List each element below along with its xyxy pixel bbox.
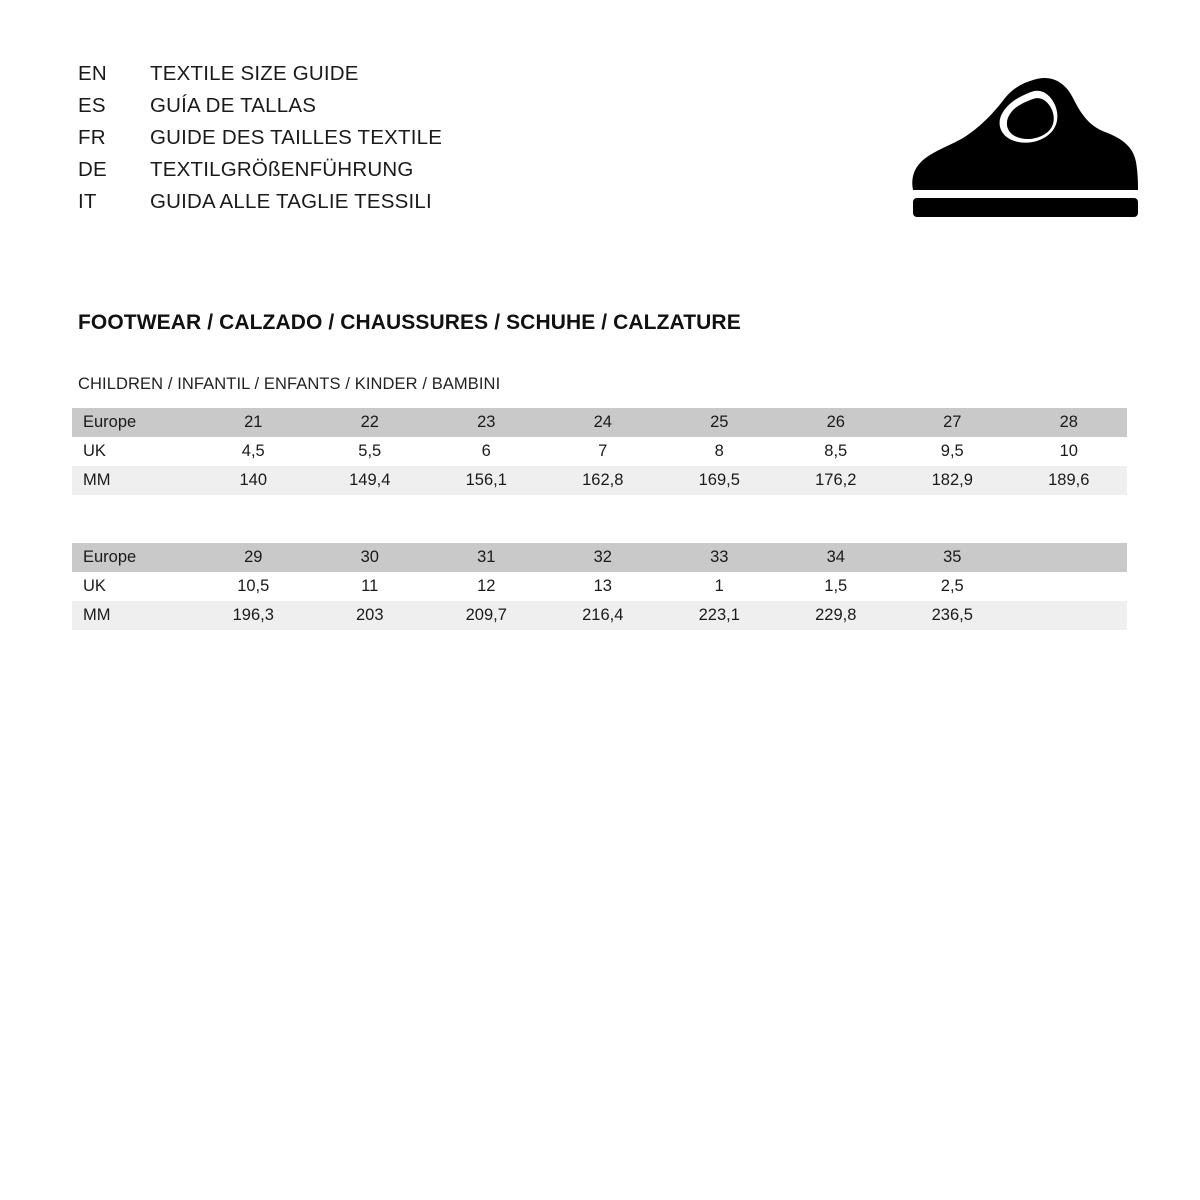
table-cell: 8,5 [778,437,895,466]
table-cell: 8 [661,437,778,466]
table-cell: 1,5 [778,572,895,601]
language-title: GUIDE DES TAILLES TEXTILE [150,126,443,149]
table-cell: 1 [661,572,778,601]
table-cell: 30 [312,543,429,572]
table-cell: 35 [894,543,1011,572]
table-row [72,543,1127,572]
table-cell: 6 [428,437,545,466]
table-cell: 34 [778,543,895,572]
size-table-children-b [72,543,1127,630]
table-cell: 27 [894,408,1011,437]
language-code: ES [78,94,106,117]
row-label: Europe [72,543,195,572]
language-code: IT [78,190,97,213]
table-cell: 5,5 [312,437,429,466]
row-label: UK [72,437,195,466]
table-cell: 156,1 [428,466,545,495]
table-cell-empty [1011,543,1128,572]
language-title: GUÍA DE TALLAS [150,94,317,117]
table-cell: 4,5 [195,437,312,466]
size-table-children-a [72,408,1127,495]
row-label: MM [72,601,195,630]
table-cell: 236,5 [894,601,1011,630]
row-label: Europe [72,408,195,437]
table-cell: 209,7 [428,601,545,630]
table-cell: 29 [195,543,312,572]
table-cell: 7 [545,437,662,466]
row-label: MM [72,466,195,495]
table-cell: 169,5 [661,466,778,495]
table-cell: 9,5 [894,437,1011,466]
table-cell: 196,3 [195,601,312,630]
table-cell: 22 [312,408,429,437]
table-cell: 12 [428,572,545,601]
language-title: TEXTILE SIZE GUIDE [150,62,359,85]
shoe-icon [905,72,1140,217]
table-cell: 23 [428,408,545,437]
table-cell: 11 [312,572,429,601]
table-cell-empty [1011,572,1128,601]
table-cell: 223,1 [661,601,778,630]
table-cell: 176,2 [778,466,895,495]
table-cell: 189,6 [1011,466,1128,495]
section-title: FOOTWEAR / CALZADO / CHAUSSURES / SCHUHE / CALZATURE [78,311,741,334]
table-cell: 13 [545,572,662,601]
row-label: UK [72,572,195,601]
table-cell: 229,8 [778,601,895,630]
table-row [72,572,1127,601]
table-row [72,601,1127,630]
language-title: TEXTILGRÖßENFÜHRUNG [150,158,414,181]
table-cell: 24 [545,408,662,437]
table-cell: 140 [195,466,312,495]
table-cell: 203 [312,601,429,630]
table-cell: 10 [1011,437,1128,466]
table-cell: 33 [661,543,778,572]
table-cell: 2,5 [894,572,1011,601]
language-code: EN [78,62,107,85]
table-cell: 149,4 [312,466,429,495]
language-code: FR [78,126,106,149]
table-row [72,408,1127,437]
table-cell: 162,8 [545,466,662,495]
table-cell-empty [1011,601,1128,630]
table-cell: 26 [778,408,895,437]
table-row [72,466,1127,495]
language-code: DE [78,158,107,181]
table-cell: 28 [1011,408,1128,437]
table-cell: 25 [661,408,778,437]
table-cell: 182,9 [894,466,1011,495]
table-cell: 216,4 [545,601,662,630]
language-title: GUIDA ALLE TAGLIE TESSILI [150,190,432,213]
table-cell: 21 [195,408,312,437]
table-cell: 31 [428,543,545,572]
table-row [72,437,1127,466]
group-title: CHILDREN / INFANTIL / ENFANTS / KINDER / BAMBINI [78,375,501,393]
table-cell: 32 [545,543,662,572]
table-cell: 10,5 [195,572,312,601]
